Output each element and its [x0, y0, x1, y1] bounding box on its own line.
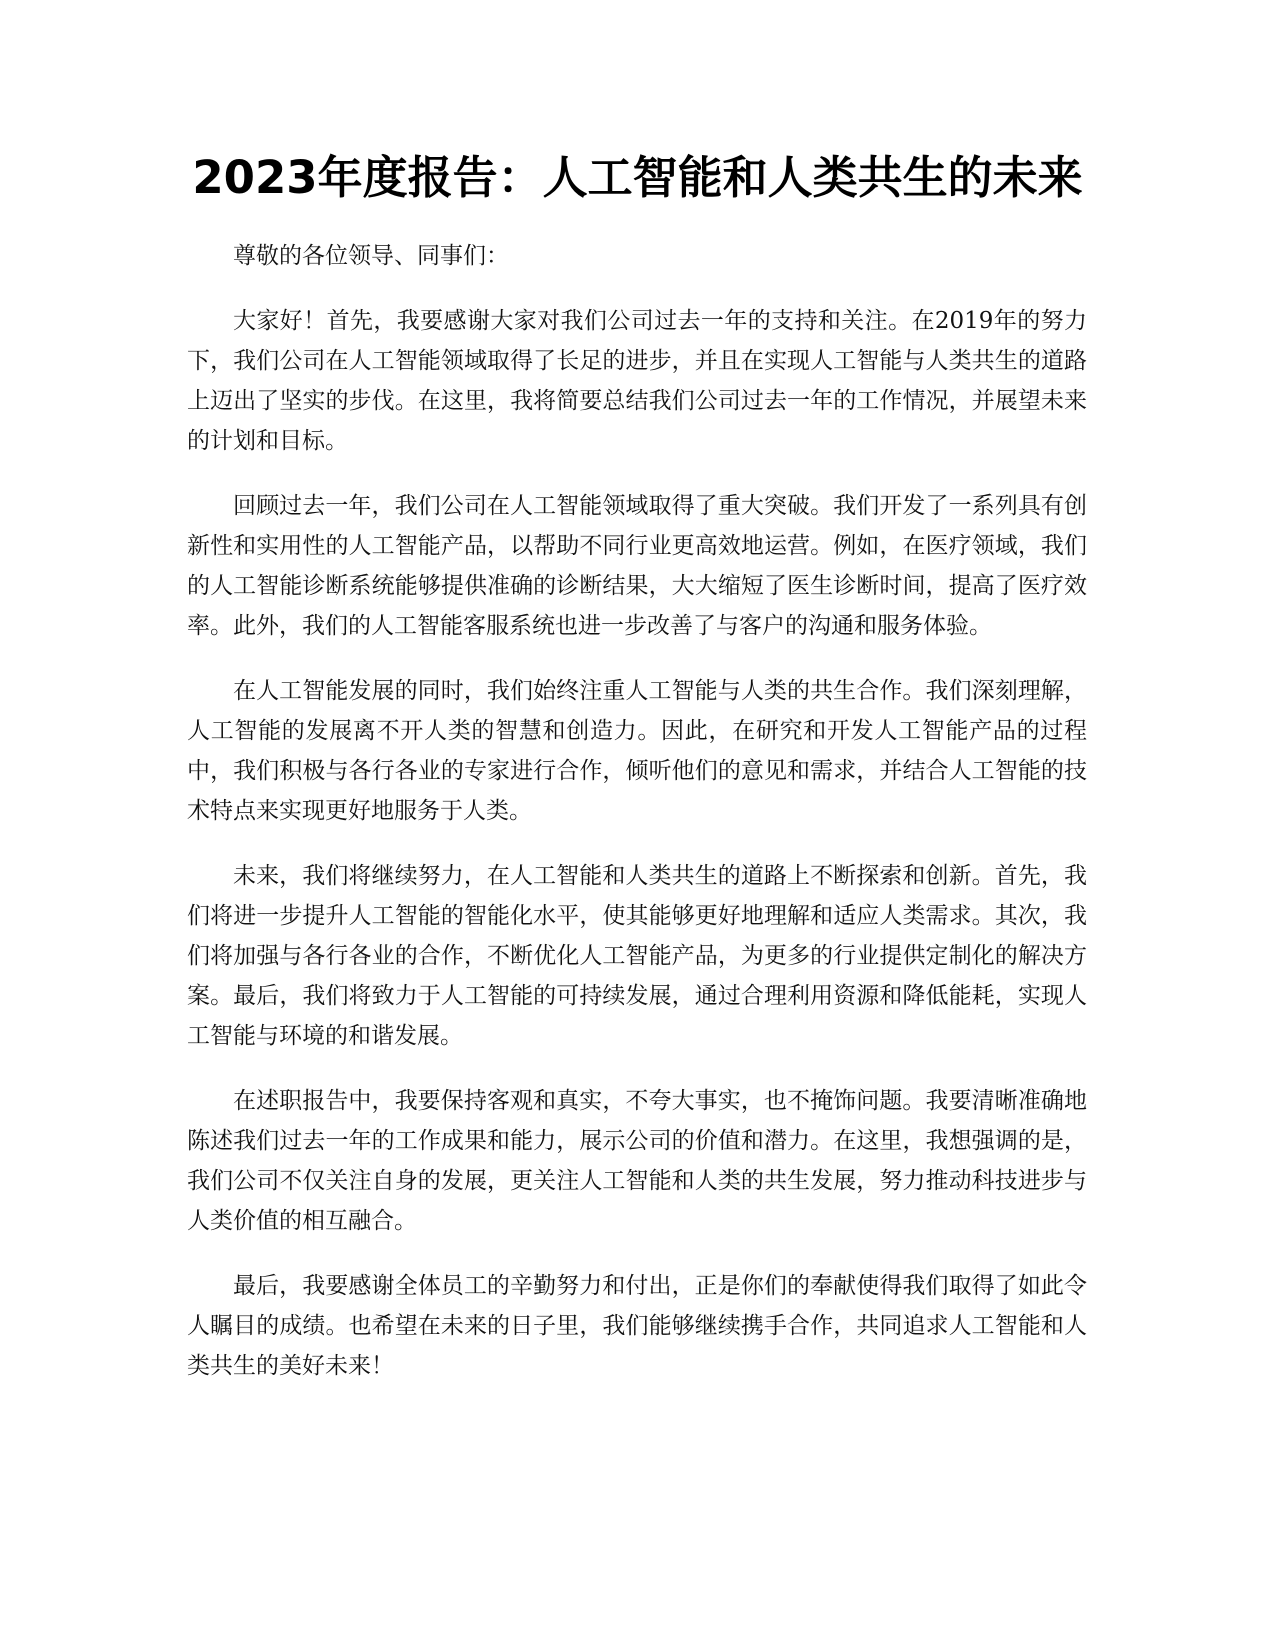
paragraph-report-attitude: 在述职报告中，我要保持客观和真实，不夸大事实，也不掩饰问题。我要清晰准确地陈述我们过去一年的工作成果和能力，展示公司的价值和潜力。在这里，我想强调的是，我们公司不仅关注自身的发展，更关注人工智能和人类的共生发展，努力推动科技进步与人类价值的相互融合。 [187, 1088, 1087, 1234]
paragraph-symbiosis: 在人工智能发展的同时，我们始终注重人工智能与人类的共生合作。我们深刻理解，人工智能的发展离不开人类的智慧和创造力。因此，在研究和开发人工智能产品的过程中，我们积极与各行各业的专家进行合作，倾听他们的意见和需求，并结合人工智能的技术特点来实现更好地服务于人类。 [187, 678, 1087, 824]
paragraph-intro: 大家好！首先，我要感谢大家对我们公司过去一年的支持和关注。在2019年的努力下，我们公司在人工智能领域取得了长足的进步，并且在实现人工智能与人类共生的道路上迈出了坚实的步伐。在这里，我将简要总结我们公司过去一年的工作情况，并展望未来的计划和目标。 [187, 308, 1087, 454]
paragraph-future: 未来，我们将继续努力，在人工智能和人类共生的道路上不断探索和创新。首先，我们将进一步提升人工智能的智能化水平，使其能够更好地理解和适应人类需求。其次，我们将加强与各行各业的合作，不断优化人工智能产品，为更多的行业提供定制化的解决方案。最后，我们将致力于人工智能的可持续发展，通过合理利用资源和降低能耗，实现人工智能与环境的和谐发展。 [187, 863, 1087, 1049]
paragraph-closing: 最后，我要感谢全体员工的辛勤努力和付出，正是你们的奉献使得我们取得了如此令人瞩目的成绩。也希望在未来的日子里，我们能够继续携手合作，共同追求人工智能和人类共生的美好未来！ [187, 1273, 1087, 1379]
greeting-line: 尊敬的各位领导、同事们： [233, 243, 509, 269]
paragraph-review: 回顾过去一年，我们公司在人工智能领域取得了重大突破。我们开发了一系列具有创新性和实用性的人工智能产品，以帮助不同行业更高效地运营。例如，在医疗领域，我们的人工智能诊断系统能够提供准确的诊断结果，大大缩短了医生诊断时间，提高了医疗效率。此外，我们的人工智能客服系统也进一步改善了与客户的沟通和服务体验。 [187, 493, 1087, 639]
document-title: 2023年度报告：人工智能和人类共生的未来 [192, 151, 1083, 204]
document-body [187, 236, 1087, 1411]
